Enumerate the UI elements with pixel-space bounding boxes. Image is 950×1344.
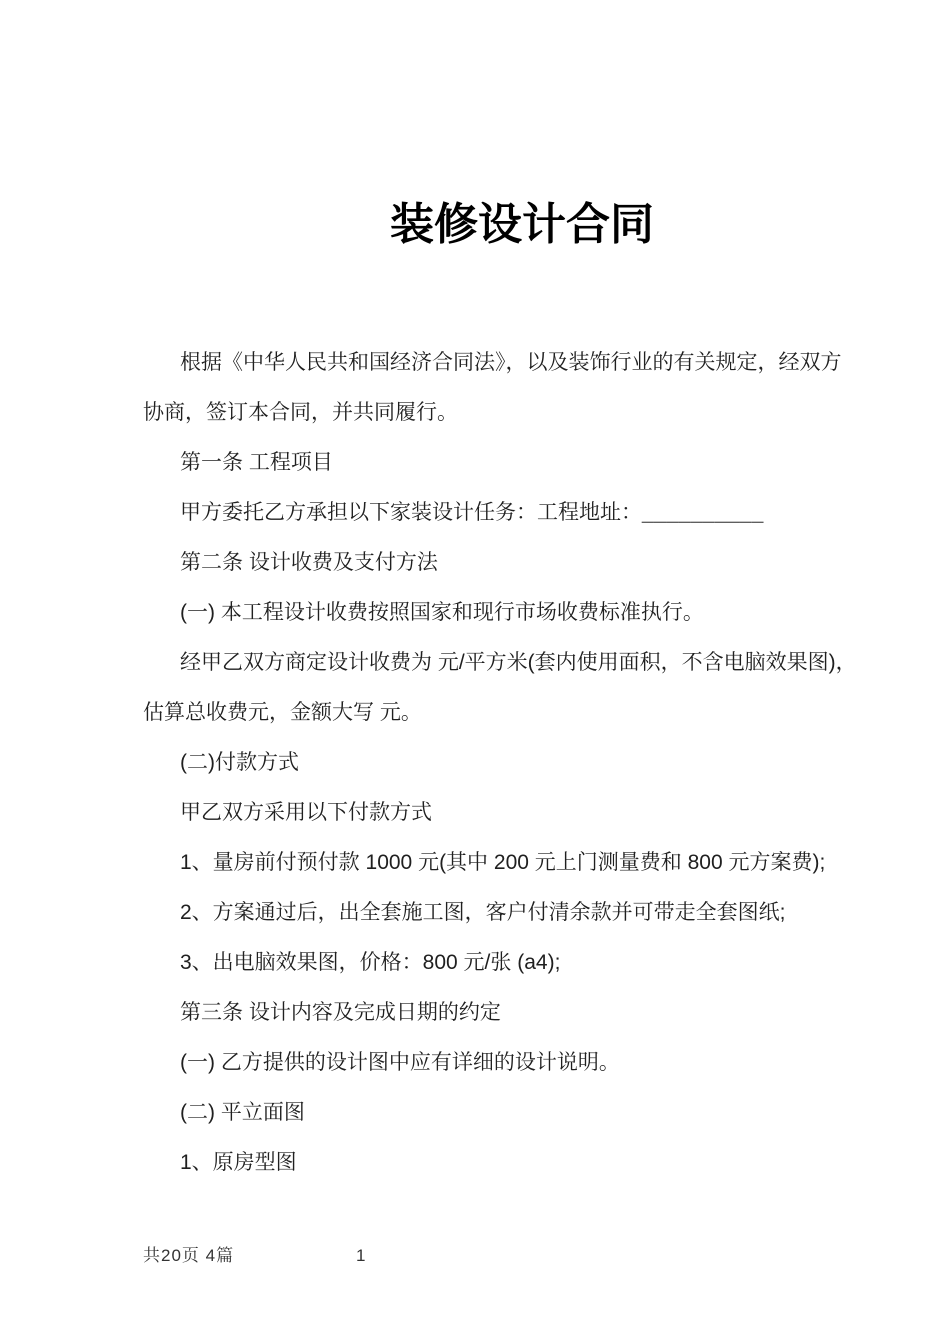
page-footer: [0, 1241, 950, 1271]
document-line-text: 1、量房前付预付款 1000 元(其中 200 元上门测量费和 800 元方案费);: [180, 851, 826, 874]
document-line-text: 第二条 设计收费及支付方法: [180, 551, 438, 574]
document-line-text: 第三条 设计内容及完成日期的约定: [180, 1001, 501, 1024]
document-line: [143, 638, 950, 688]
document-line: [143, 338, 950, 388]
document-line: [143, 488, 950, 538]
document-line-text: (一) 乙方提供的设计图中应有详细的设计说明。: [180, 1051, 620, 1074]
footer-page-count: 共20页 4篇: [143, 1246, 235, 1265]
document-line: [143, 838, 950, 888]
document-line-text: 协商，签订本合同，并共同履行。: [143, 401, 458, 424]
document-line-text: 甲方委托乙方承担以下家装设计任务：工程地址：: [180, 501, 642, 524]
document-line: [143, 1138, 950, 1188]
document-line-text: 1、原房型图: [180, 1151, 297, 1174]
footer-page-number: 1: [356, 1246, 366, 1265]
document-body: [143, 338, 950, 1188]
document-line-text: 经甲乙双方商定设计收费为 元/平方米(套内使用面积，不含电脑效果图)，: [180, 651, 857, 674]
document-line-text: (一) 本工程设计收费按照国家和现行市场收费标准执行。: [180, 601, 704, 624]
document-line-text: 甲乙双方采用以下付款方式: [180, 801, 432, 824]
document-line-text: 根据《中华人民共和国经济合同法》，以及装饰行业的有关规定，经双方: [180, 351, 842, 374]
document-line-text: (二) 平立面图: [180, 1101, 305, 1124]
document-line: [143, 688, 950, 738]
document-line: [143, 1038, 950, 1088]
document-line-text: 第一条 工程项目: [180, 451, 333, 474]
document-title: 装修设计合同: [390, 200, 654, 249]
document-line: [143, 788, 950, 838]
document-line: [143, 588, 950, 638]
document-line: [143, 438, 950, 488]
document-line: [143, 1088, 950, 1138]
document-line: [143, 888, 950, 938]
document-line: [143, 988, 950, 1038]
document-line: [143, 538, 950, 588]
document-line-text: 3、出电脑效果图，价格：800 元/张 (a4);: [180, 951, 561, 974]
document-line: [143, 738, 950, 788]
document-line: [143, 938, 950, 988]
document-line-text: 估算总收费元，金额大写 元。: [143, 701, 422, 724]
document-line-text: 2、方案通过后，出全套施工图，客户付清余款并可带走全套图纸;: [180, 901, 786, 924]
blank-underline: __________: [642, 501, 764, 524]
document-line: [143, 388, 950, 438]
document-line-text: (二)付款方式: [180, 751, 299, 774]
